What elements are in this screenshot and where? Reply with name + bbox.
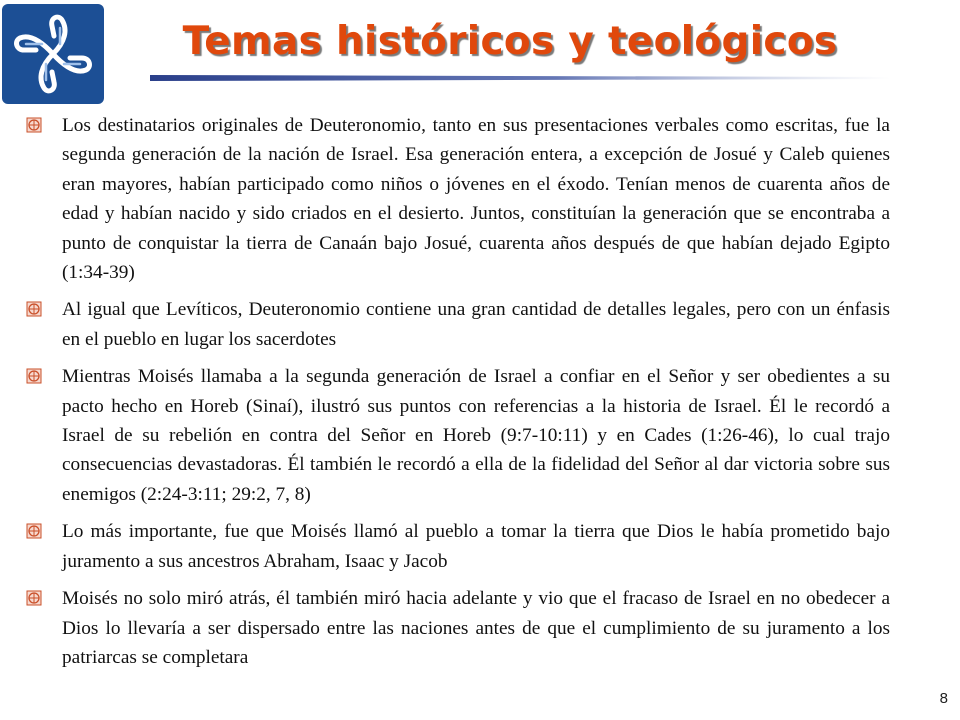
logo [2, 4, 104, 104]
linked-hands-logo-icon [2, 4, 104, 104]
bullet-text: Moisés no solo miró atrás, él también miró hacia adelante y vio que el fracaso de Israel en no obedecer a Dios lo llevaría a ser dispersado entre las naciones antes de que el cumplimiento de su juramento a los patriarcas se completara [62, 588, 890, 668]
title-underline [150, 74, 890, 82]
bullet-item [22, 295, 890, 354]
bullet-text: Lo más importante, fue que Moisés llamó al pueblo a tomar la tierra que Dios le había prometido bajo juramento a sus ancestros Abraham, Isaac y Jacob [62, 521, 890, 572]
bullet-item [22, 362, 890, 509]
globe-bullet-icon [26, 523, 42, 539]
globe-bullet-icon [26, 368, 42, 384]
bullet-item [22, 517, 890, 576]
page-number: 8 [939, 690, 948, 707]
bullet-item [22, 584, 890, 672]
bullet-text: Los destinatarios originales de Deuteronomio, tanto en sus presentaciones verbales como escritas, fue la segunda generación de la nación de Israel. Esa generación entera, a excepción de Josué y Caleb quienes eran mayores, habían participado como niños o jóvenes en el éxodo. Tenían menos de cuarenta años de edad y habían nacido y sido criados en el desierto. Juntos, constituían la generación que se encontraba a punto de conquistar la tierra de Canaán bajo Josué, cuarenta años después de que habían dejado Egipto (1:34-39) [62, 115, 890, 284]
globe-bullet-icon [26, 590, 42, 606]
globe-bullet-icon [26, 301, 42, 317]
bullet-text: Al igual que Levíticos, Deuteronomio contiene una gran cantidad de detalles legales, pero con un énfasis en el pueblo en lugar los sacerdotes [62, 299, 890, 350]
bullet-text: Mientras Moisés llamaba a la segunda generación de Israel a confiar en el Señor y ser obedientes a su pacto hecho en Horeb (Sinaí), ilustró sus puntos con referencias a la historia de Israel. Él le recordó a Israel de su rebelión en contra del Señor en Horeb (9:7-10:11) y en Cades (1:26-46), lo cual trajo consecuencias devastadoras. Él también le recordó a ella de la fidelidad del Señor al dar victoria sobre sus enemigos (2:24-3:11; 29:2, 7, 8) [62, 366, 890, 505]
bullet-list [22, 111, 890, 680]
slide-title: Temas históricos y teológicos [182, 19, 838, 64]
globe-bullet-icon [26, 117, 42, 133]
bullet-item [22, 111, 890, 287]
